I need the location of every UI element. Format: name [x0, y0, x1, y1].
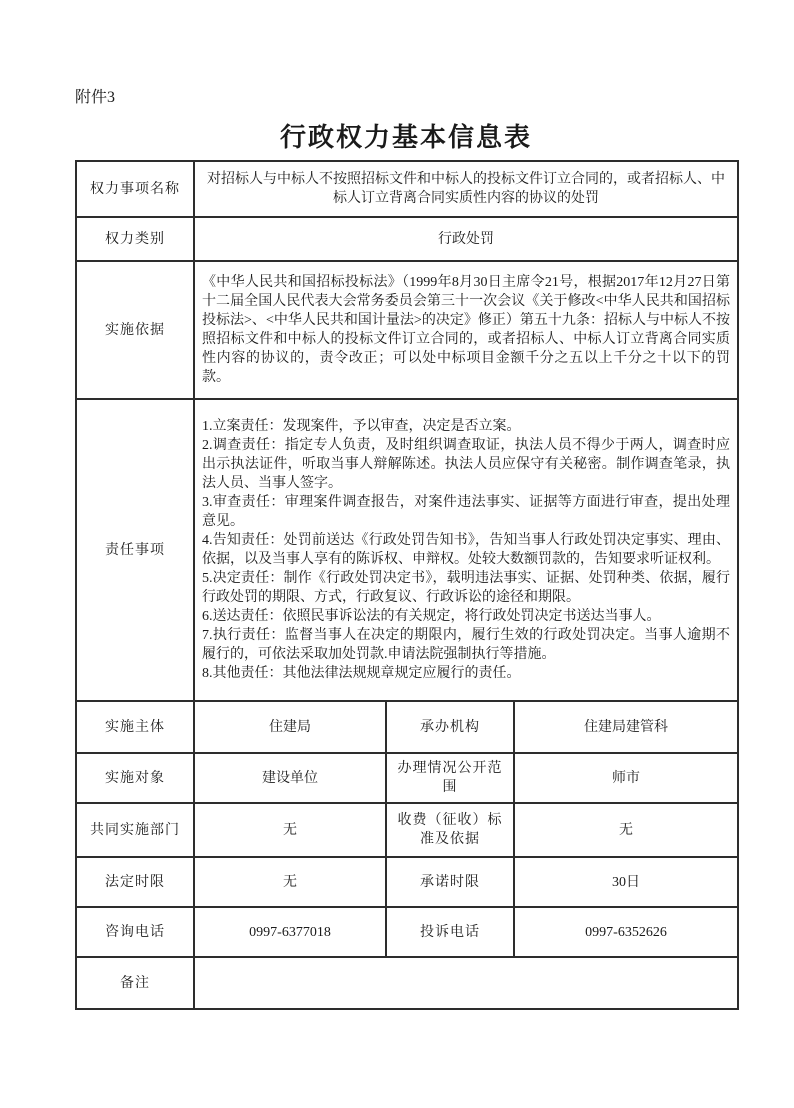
duty-line-8: 8.其他责任：其他法律法规规章规定应履行的责任。	[202, 666, 521, 681]
promised-limit-label: 承诺时限	[386, 857, 514, 907]
table-row-phones	[76, 907, 738, 957]
duty-line-5: 5.决定责任：制作《行政处罚决定书》，载明违法事实、证据、处罚种类、依据，履行行政处罚的期限、方式，行政复议、行政诉讼的途径和期限。	[202, 571, 731, 605]
basis-value: 《中华人民共和国招标投标法》（1999年8月30日主席令21号，根据2017年12月27日第十二届全国人民代表大会常务委员会第三十一次会议《关于修改<中华人民共和国招标投标法>、<中华人民共和国计量法>的决定》修正）第五十九条：招标人与中标人不按照招标文件和中标人的投标文件订立合同的，或者招标人、中标人订立背离合同实质性内容的协议的，责令改正；可以处中标项目金额千分之五以上千分之十以下的罚款。	[194, 261, 738, 399]
table-row-time-limit	[76, 857, 738, 907]
table-row-power-type	[76, 217, 738, 261]
duty-line-4: 4.告知责任：处罚前送达《行政处罚告知书》，告知当事人行政处罚决定事实、理由、依据，以及当事人享有的陈诉权、申辩权。处较大数额罚款的，告知要求听证权利。	[202, 533, 731, 567]
disclosure-scope-label: 办理情况公开范围	[386, 753, 514, 803]
power-name-value: 对招标人与中标人不按照招标文件和中标人的投标文件订立合同的，或者招标人、中标人订立背离合同实质性内容的协议的处罚	[194, 161, 738, 217]
table-row-subject	[76, 701, 738, 753]
info-table	[75, 160, 739, 1010]
duty-line-1: 1.立案责任：发现案件，予以审查，决定是否立案。	[202, 419, 521, 434]
target-label: 实施对象	[76, 753, 194, 803]
disclosure-scope-value: 师市	[514, 753, 738, 803]
target-value: 建设单位	[194, 753, 386, 803]
attachment-label: 附件3	[75, 89, 116, 106]
subject-value: 住建局	[194, 701, 386, 753]
joint-dept-value: 无	[194, 803, 386, 857]
duty-line-6: 6.送达责任：依照民事诉讼法的有关规定，将行政处罚决定书送达当事人。	[202, 609, 661, 624]
duty-label: 责任事项	[76, 399, 194, 701]
fee-standard-label: 收费（征收）标准及依据	[386, 803, 514, 857]
complaint-phone-value: 0997-6352626	[514, 907, 738, 957]
power-type-value: 行政处罚	[194, 217, 738, 261]
table-row-basis	[76, 261, 738, 399]
undertaking-org-label: 承办机构	[386, 701, 514, 753]
page-title: 行政权力基本信息表	[279, 123, 532, 152]
consult-phone-value: 0997-6377018	[194, 907, 386, 957]
promised-limit-value: 30日	[514, 857, 738, 907]
duty-line-3: 3.审查责任：审理案件调查报告，对案件违法事实、证据等方面进行审查，提出处理意见。	[202, 495, 731, 529]
power-type-label: 权力类别	[76, 217, 194, 261]
remarks-label: 备注	[76, 957, 194, 1009]
duty-line-7: 7.执行责任：监督当事人在决定的期限内，履行生效的行政处罚决定。当事人逾期不履行的，可依法采取加处罚款.申请法院强制执行等措施。	[202, 628, 731, 662]
basis-label: 实施依据	[76, 261, 194, 399]
table-row-joint	[76, 803, 738, 857]
statutory-limit-label: 法定时限	[76, 857, 194, 907]
table-row-remarks	[76, 957, 738, 1009]
statutory-limit-value: 无	[194, 857, 386, 907]
subject-label: 实施主体	[76, 701, 194, 753]
fee-standard-value: 无	[514, 803, 738, 857]
table-row-target	[76, 753, 738, 803]
undertaking-org-value: 住建局建管科	[514, 701, 738, 753]
duty-line-2: 2.调查责任：指定专人负责，及时组织调查取证，执法人员不得少于两人，调查时应出示执法证件，听取当事人辩解陈述。执法人员应保守有关秘密。制作调查笔录，执法人员、当事人签字。	[202, 438, 731, 491]
remarks-value	[194, 957, 738, 1009]
joint-dept-label: 共同实施部门	[76, 803, 194, 857]
duty-value	[194, 399, 738, 701]
table-row-duty	[76, 399, 738, 701]
consult-phone-label: 咨询电话	[76, 907, 194, 957]
complaint-phone-label: 投诉电话	[386, 907, 514, 957]
table-row-power-name	[76, 161, 738, 217]
power-name-label: 权力事项名称	[76, 161, 194, 217]
